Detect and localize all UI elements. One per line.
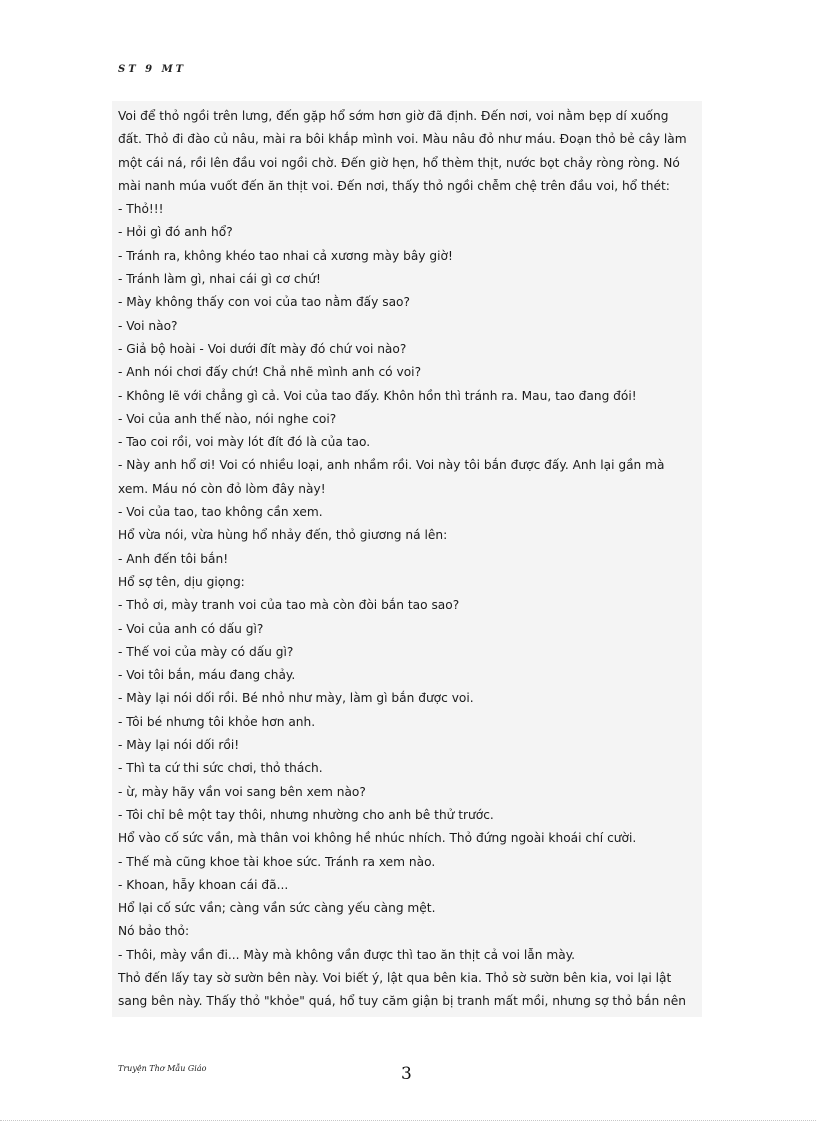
story-line: - Thế mà cũng khoe tài khoe sức. Tránh ra xem nào. — [118, 854, 436, 869]
story-line: - Mày lại nói dối rồi! — [118, 738, 240, 753]
story-line: - Thỏ ơi, mày tranh voi của tao mà còn đòi bắn tao sao? — [118, 598, 460, 613]
story-line: - Giả bộ hoài - Voi dưới đít mày đó chứ voi nào? — [118, 341, 407, 356]
story-line: Voi để thỏ ngồi trên lưng, đến gặp hổ sớm hơn giờ đã định. Đến nơi, voi nằm bẹp dí xuống — [118, 109, 669, 123]
story-line: - Hỏi gì đó anh hổ? — [118, 225, 233, 240]
story-line: Nó bảo thỏ: — [118, 924, 190, 939]
story-line: - Thế voi của mày có dấu gì? — [118, 644, 294, 659]
story-line: - Voi nào? — [118, 318, 178, 333]
story-line: - Không lẽ với chẳng gì cả. Voi của tao đấy. Khôn hồn thì tránh ra. Mau, tao đang đói! — [118, 388, 637, 403]
story-line: - Tránh làm gì, nhai cái gì cơ chứ! — [118, 272, 321, 287]
story-line: - Voi tôi bắn, máu đang chảy. — [118, 668, 296, 683]
story-line: - Mày không thấy con voi của tao nằm đấy sao? — [118, 295, 410, 310]
story-line: - ừ, mày hãy vần voi sang bên xem nào? — [118, 784, 366, 799]
story-body — [118, 105, 702, 1014]
story-line: - Anh đến tôi bắn! — [118, 551, 229, 566]
story-line: một cái ná, rồi lên đầu voi ngồi chờ. Đến giờ hẹn, hổ thèm thịt, nước bọt chảy ròng ròng. Nó — [118, 155, 680, 170]
story-line: - Này anh hổ ơi! Voi có nhiều loại, anh nhầm rồi. Voi này tôi bắn được đấy. Anh lại gần mà — [118, 458, 665, 473]
story-line: Hổ sợ tên, dịu giọng: — [118, 574, 245, 589]
story-line: mài nanh múa vuốt đến ăn thịt voi. Đến nơi, thấy thỏ ngồi chễm chệ trên đầu voi, hổ thét: — [118, 178, 670, 193]
story-line: sang bên này. Thấy thỏ "khỏe" quá, hổ tuy căm giận bị tranh mất mồi, nhưng sợ thỏ bắn nên — [118, 994, 687, 1009]
story-line: - Anh nói chơi đấy chứ! Chả nhẽ mình anh có voi? — [118, 365, 422, 380]
story-line: - Khoan, hẵy khoan cái đã... — [118, 877, 289, 892]
page-number: 3 — [401, 1064, 412, 1084]
story-line: Hổ vào cố sức vần, mà thân voi không hề nhúc nhích. Thỏ đứng ngoài khoái chí cười. — [118, 831, 637, 846]
story-line: - Thôi, mày vần đi... Mày mà không vần được thì tao ăn thịt cả voi lẫn mày. — [118, 947, 576, 962]
story-line: Hổ vừa nói, vừa hùng hổ nhảy đến, thỏ giương ná lên: — [118, 528, 448, 543]
story-line: đất. Thỏ đi đào củ nâu, mài ra bôi khắp mình voi. Màu nâu đỏ như máu. Đoạn thỏ bẻ cây làm — [118, 132, 687, 147]
story-line: - Mày lại nói dối rồi. Bé nhỏ như mày, làm gì bắn được voi. — [118, 691, 474, 706]
story-line: xem. Máu nó còn đỏ lòm đây này! — [118, 481, 326, 496]
bottom-divider — [0, 1120, 816, 1121]
story-line: - Tao coi rồi, voi mày lót đít đó là của tao. — [118, 435, 371, 450]
story-line: - Thì ta cứ thi sức chơi, thỏ thách. — [118, 761, 323, 776]
story-line: - Tránh ra, không khéo tao nhai cả xương mày bây giờ! — [118, 248, 453, 263]
story-line: - Tôi bé nhưng tôi khỏe hơn anh. — [118, 714, 316, 729]
story-line: - Voi của anh thế nào, nói nghe coi? — [118, 411, 337, 426]
story-line: Hổ lại cố sức vần; càng vần sức càng yếu càng mệt. — [118, 901, 436, 916]
story-line: - Voi của tao, tao không cần xem. — [118, 505, 323, 520]
story-line: - Thỏ!!! — [118, 202, 164, 217]
story-line: Thỏ đến lấy tay sờ sườn bên này. Voi biết ý, lật qua bên kia. Thỏ sờ sườn bên kia, voi lại lật — [118, 970, 672, 985]
story-line: - Voi của anh có dấu gì? — [118, 621, 264, 636]
header-mark: ST 9 MT — [118, 64, 187, 75]
story-line: - Tôi chỉ bê một tay thôi, nhưng nhường cho anh bê thử trước. — [118, 807, 494, 822]
footer-title: Truyện Thơ Mẫu Giáo — [118, 1064, 207, 1073]
